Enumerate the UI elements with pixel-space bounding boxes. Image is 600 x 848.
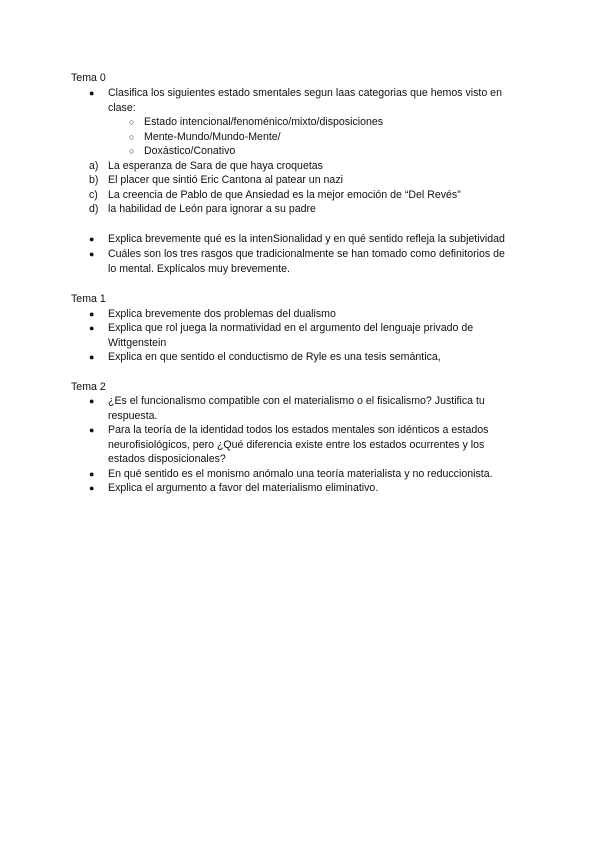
bullet-icon: ●: [89, 249, 95, 259]
circle-bullet-icon: ○: [129, 117, 135, 127]
item-letter: c): [89, 188, 98, 201]
item-text: La esperanza de Sara de que haya croquetas: [108, 159, 323, 172]
item-letter: d): [89, 203, 99, 215]
item-text: Doxástico/Conativo: [144, 145, 236, 157]
item-letter: b): [89, 174, 99, 186]
item-text: Cuáles son los tres rasgos que tradicionalmente se han tomado como definitorios de: [108, 248, 505, 260]
bullet-icon: ●: [89, 468, 95, 479]
item-text: Estado intencional/fenoménico/mixto/disposiciones: [144, 116, 384, 128]
tema-1-heading: Tema 1: [71, 293, 106, 305]
circle-bullet-icon: ○: [129, 146, 135, 156]
bullet-icon: ●: [89, 483, 95, 493]
item-text: La creencia de Pablo de que Ansiedad es la mejor emoción de “Del Revés”: [108, 188, 461, 201]
item-text: En qué sentido es el monismo anómalo una teoría materialista y no reduccionista.: [108, 467, 493, 480]
item-letter: a): [89, 159, 99, 172]
item-text: lo mental. Explícalos muy brevemente.: [108, 262, 290, 275]
item-text: Para la teoría de la identidad todos los estados mentales son idénticos a estados: [108, 424, 489, 436]
item-text: Wittgenstein: [108, 336, 167, 349]
item-text: estados disposicionales?: [108, 453, 226, 465]
bullet-icon: ●: [89, 425, 95, 435]
item-text: Explica el argumento a favor del materialismo eliminativo.: [108, 482, 379, 494]
bullet-icon: ●: [89, 308, 95, 319]
tema-0-heading: Tema 0: [71, 72, 106, 84]
item-text: Clasifica los siguientes estado smentales segun laas categorias que hemos visto en: [108, 87, 502, 99]
item-text: respuesta.: [108, 409, 158, 422]
item-text: la habilidad de León para ignorar a su padre: [108, 203, 316, 215]
item-text: Explica en que sentido el conductismo de Ryle es una tesis semántica,: [108, 351, 441, 363]
circle-bullet-icon: ○: [129, 131, 135, 142]
bullet-icon: ●: [89, 88, 95, 98]
bullet-icon: ●: [89, 234, 95, 244]
item-text: clase:: [108, 101, 136, 114]
item-text: Explica brevemente qué es la intenSionalidad y en qué sentido refleja la subjetividad: [108, 233, 505, 245]
tema-2-heading: Tema 2: [71, 380, 106, 393]
bullet-icon: ●: [89, 323, 95, 333]
bullet-icon: ●: [89, 352, 95, 362]
item-text: Mente-Mundo/Mundo-Mente/: [144, 130, 281, 143]
item-text: Explica brevemente dos problemas del dualismo: [108, 307, 336, 320]
bullet-icon: ●: [89, 396, 95, 406]
item-text: ¿Es el funcionalismo compatible con el materialismo o el fisicalismo? Justifica tu: [108, 395, 485, 407]
item-text: Explica que rol juega la normatividad en el argumento del lenguaje privado de: [108, 322, 474, 334]
item-text: El placer que sintió Eric Cantona al patear un nazi: [108, 174, 343, 186]
item-text: neurofisiológicos, pero ¿Qué diferencia existe entre los estados ocurrentes y los: [108, 438, 485, 451]
